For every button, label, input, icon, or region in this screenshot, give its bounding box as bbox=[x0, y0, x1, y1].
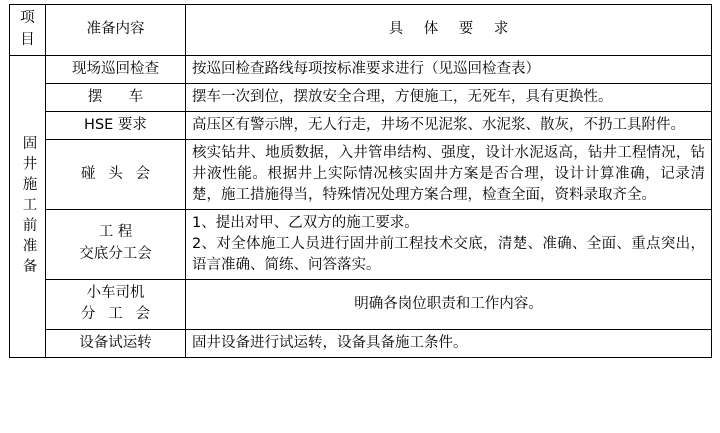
requirement-text: 高压区有警示牌，无人行走，井场不见泥浆、水泥浆、散灰，不扔工具附件。 bbox=[192, 116, 685, 133]
requirement-cell bbox=[186, 139, 712, 209]
item-label-line1: 工 程 bbox=[98, 224, 133, 241]
requirement-text-line2: 2、对全体施工人员进行固井前工程技术交底，清楚、准确、全面、重点突出，语言准确、简练、问答落实。 bbox=[192, 235, 705, 273]
requirement-text: 明确各岗位职责和工作内容。 bbox=[354, 295, 543, 312]
item-label-line2: 交底分工会 bbox=[79, 246, 152, 263]
requirement-cell bbox=[186, 111, 712, 139]
header-requirement-text: 具 体 要 求 bbox=[388, 21, 517, 38]
requirement-text: 按巡回检查路线每项按标准要求进行（见巡回检查表） bbox=[192, 60, 540, 77]
header-cell-requirement bbox=[186, 5, 712, 56]
requirement-text: 核实钻井、地质数据，入井管串结构、强度，设计水泥返高，钻井工程情况，钻井液性能。根据井上实际情况核实固井方案是否合理，设计计算准确，记录清楚，施工措施得当，特殊情况处理方案合理，检查全面，资料录取齐全。 bbox=[192, 144, 705, 203]
item-label: 摆 车 bbox=[87, 88, 155, 105]
requirement-cell bbox=[186, 83, 712, 111]
table-row bbox=[10, 55, 712, 83]
side-label-cell bbox=[10, 55, 46, 358]
header-content-text: 准备内容 bbox=[86, 21, 145, 38]
preparation-table bbox=[9, 4, 712, 358]
table-row bbox=[10, 83, 712, 111]
requirement-cell bbox=[186, 330, 712, 358]
item-cell bbox=[46, 209, 186, 279]
item-cell bbox=[46, 83, 186, 111]
table-header-row bbox=[10, 5, 712, 56]
item-cell bbox=[46, 111, 186, 139]
table-row bbox=[10, 111, 712, 139]
requirement-text-line1: 1、提出对甲、乙双方的施工要求。 bbox=[192, 214, 419, 231]
item-cell bbox=[46, 279, 186, 330]
item-label-line2: 分 工 会 bbox=[81, 306, 155, 323]
requirement-text: 摆车一次到位，摆放安全合理，方便施工，无死车，具有更换性。 bbox=[192, 88, 613, 105]
header-project-text: 项 目 bbox=[20, 10, 35, 48]
item-label: HSE 要求 bbox=[84, 116, 147, 133]
requirement-cell bbox=[186, 55, 712, 83]
item-label-line1: 小车司机 bbox=[86, 284, 145, 301]
item-cell bbox=[46, 139, 186, 209]
header-cell-project bbox=[10, 5, 46, 56]
item-cell bbox=[46, 55, 186, 83]
requirement-cell bbox=[186, 209, 712, 279]
requirement-cell bbox=[186, 279, 712, 330]
header-cell-content bbox=[46, 5, 186, 56]
document-page bbox=[0, 4, 720, 433]
table-row bbox=[10, 209, 712, 279]
item-label: 碰 头 会 bbox=[81, 165, 155, 182]
requirement-text: 固井设备进行试运转，设备具备施工条件。 bbox=[192, 335, 468, 352]
item-cell bbox=[46, 330, 186, 358]
table-row bbox=[10, 330, 712, 358]
item-label: 设备试运转 bbox=[79, 335, 152, 352]
table-row bbox=[10, 139, 712, 209]
table-row bbox=[10, 279, 712, 330]
item-label: 现场巡回检查 bbox=[72, 60, 159, 77]
side-label-text: 固井施工前准备 bbox=[20, 134, 37, 279]
